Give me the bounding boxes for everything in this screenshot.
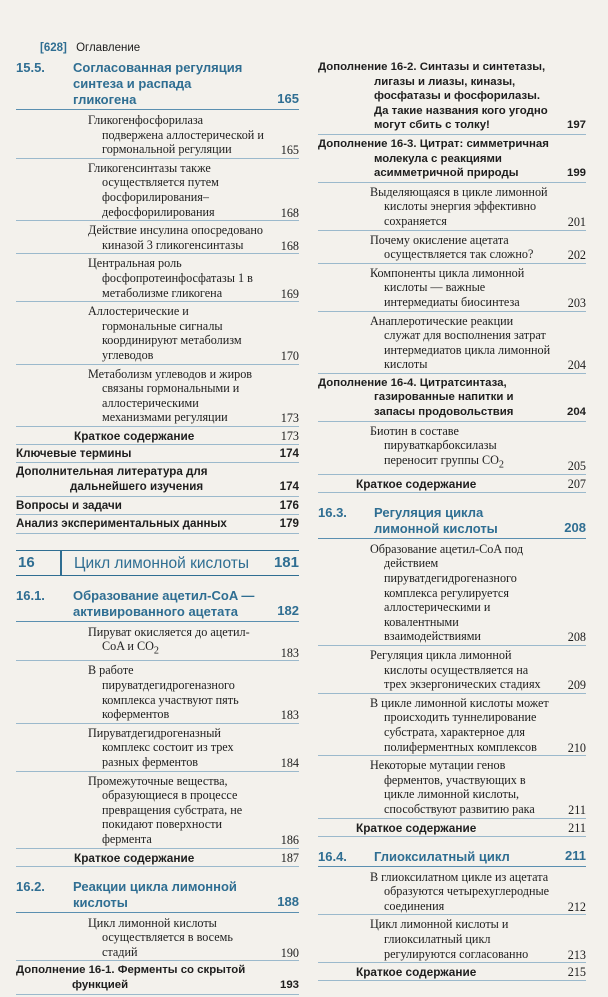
toc-summary[interactable]: Краткое содержание 173 — [16, 429, 299, 445]
section-title: Согласованная регуляция синтеза и распада гликогена — [73, 60, 243, 107]
toc-entry[interactable]: Почему окисление ацетата осуществляется так сложно? 202 — [318, 233, 586, 264]
toc-entry[interactable]: Цикл лимонной кислоты и глиоксилатный цикл регулируются согласованно 213 — [318, 917, 586, 963]
toc-section-16-3[interactable]: 16.3. Регуляция цикла лимонной кислоты 208 — [318, 505, 586, 539]
toc-key-terms[interactable]: Ключевые термины 174 — [16, 447, 299, 464]
toc-entry[interactable]: Аллостерические и гормональные сигналы координируют метаболизм углеводов 170 — [16, 304, 299, 364]
toc-entry[interactable]: Пируват окисляется до ацетил-CoA и $CO_2$ 183 — [16, 625, 299, 662]
section-page: 165 — [277, 91, 299, 106]
toc-right-column — [318, 60, 586, 983]
toc-entry[interactable]: Гликогенсинтазы также осуществляется путем фосфорилирования–дефосфорилирования 168 — [16, 161, 299, 221]
section-title: Реакции цикла лимонной кислоты — [73, 878, 237, 910]
chapter-page: 181 — [273, 553, 299, 571]
toc-entry[interactable]: Выделяющаяся в цикле лимонной кислоты энергия эффективно сохраняется 201 — [318, 185, 586, 231]
toc-entry[interactable]: Регуляция цикла лимонной кислоты осуществляется на трех экзергонических стадиях 209 — [318, 648, 586, 694]
toc-summary[interactable]: Краткое содержание 215 — [318, 965, 586, 981]
section-page: 182 — [277, 602, 299, 618]
section-page: 208 — [564, 519, 586, 535]
toc-entry[interactable]: Гликогенфосфорилаза подвержена аллостерической и гормональной регуляции 165 — [16, 113, 299, 159]
toc-entry[interactable]: Цикл лимонной кислоты осуществляется в восемь стадий 190 — [16, 916, 299, 962]
chapter-title: Цикл лимонной кислоты — [74, 554, 250, 572]
toc-summary[interactable]: Краткое содержание 211 — [318, 821, 586, 837]
toc-entry[interactable]: Некоторые мутации генов ферментов, участвующих в цикле лимонной кислоты, способствуют развитию рака 211 — [318, 758, 586, 818]
toc-summary[interactable]: Краткое содержание 187 — [16, 851, 299, 867]
toc-questions[interactable]: Вопросы и задачи 176 — [16, 499, 299, 516]
toc-entry[interactable]: В цикле лимонной кислоты может происходить туннелирование субстрата, характерное для полиферментных комплексов 210 — [318, 696, 586, 756]
toc-addon-16-2[interactable]: Дополнение 16-2. Синтазы и синтетазы, лигазы и лиазы, киназы, фосфатазы и фосфорилазы. Да такие названия кого угодно могут сбить с толку! 197 — [318, 60, 586, 135]
toc-addon-16-3[interactable]: Дополнение 16-3. Цитрат: симметричная молекула с реакциями асимметричной природы 199 — [318, 137, 586, 183]
toc-addon-16-4[interactable]: Дополнение 16-4. Цитратсинтаза, газированные напитки и запасы продовольствия 204 — [318, 376, 586, 422]
section-title: Глиоксилатный цикл — [374, 848, 510, 864]
toc-entry[interactable]: Действие инсулина опосредовано киназой 3 гликогенсинтазы 168 — [16, 223, 299, 254]
page-header — [40, 42, 140, 54]
toc-entry[interactable]: Анаплеротические реакции служат для восполнения затрат интермедиатов цикла лимонной кислоты 204 — [318, 314, 586, 374]
toc-entry[interactable]: Пируватдегидрогеназный комплекс состоит из трех разных ферментов 184 — [16, 726, 299, 772]
toc-summary[interactable]: Краткое содержание 207 — [318, 477, 586, 493]
section-page: 188 — [277, 893, 299, 909]
chapter-divider — [60, 551, 62, 575]
toc-entry[interactable]: Метаболизм углеводов и жиров связаны гормональными и аллостерическими механизмами регуляции 173 — [16, 367, 299, 427]
running-title: Оглавление — [76, 42, 141, 54]
toc-entry[interactable]: В глиоксилатном цикле из ацетата образуются четырехуглеродные соединения 212 — [318, 870, 586, 916]
toc-entry[interactable]: Компоненты цикла лимонной кислоты — важные интермедиаты биосинтеза 203 — [318, 266, 586, 312]
toc-entry[interactable]: Центральная роль фосфопротеинфосфатазы 1 в метаболизме гликогена 169 — [16, 256, 299, 302]
toc-entry[interactable]: Образование ацетил-CoA под действием пируватдегидрогеназного комплекса регулируется аллостерическими и ковалентными взаимодействиями 208 — [318, 542, 586, 646]
toc-further-reading[interactable]: Дополнительная литература для дальнейшего изучения 174 — [16, 465, 299, 496]
toc-entry[interactable]: Промежуточные вещества, образующиеся в процессе превращения субстрата, не покидают поверхности фермента 186 — [16, 774, 299, 849]
toc-entry[interactable]: Биотин в составе пируваткарбоксилазы переносит группы $CO_2$ 205 — [318, 424, 586, 475]
toc-data-analysis[interactable]: Анализ экспериментальных данных 179 — [16, 517, 299, 534]
page-number: [628] — [40, 42, 67, 54]
toc-section-16-4[interactable]: 16.4. Глиоксилатный цикл 211 — [318, 849, 586, 867]
toc-entry[interactable]: В работе пируватдегидрогеназного комплекса участвуют пять коферментов 183 — [16, 663, 299, 723]
toc-addon-16-1[interactable]: Дополнение 16-1. Ферменты со скрытой функцией 193 — [16, 963, 299, 994]
section-page: 211 — [565, 847, 586, 863]
section-title: Регуляция цикла лимонной кислоты — [374, 504, 498, 536]
chapter-number: 16 — [18, 553, 35, 571]
section-title: Образование ацетил-CoA — активированного ацетата — [73, 587, 255, 619]
toc-section-16-2[interactable]: 16.2. Реакции цикла лимонной кислоты 188 — [16, 879, 299, 913]
toc-section-15-5[interactable]: 15.5. Согласованная регуляция синтеза и распада гликогена 165 — [16, 60, 299, 110]
toc-section-16-1[interactable]: 16.1. Образование ацетил-CoA — активированного ацетата 182 — [16, 588, 299, 622]
toc-left-column — [16, 60, 299, 997]
toc-chapter-16[interactable] — [16, 550, 299, 576]
